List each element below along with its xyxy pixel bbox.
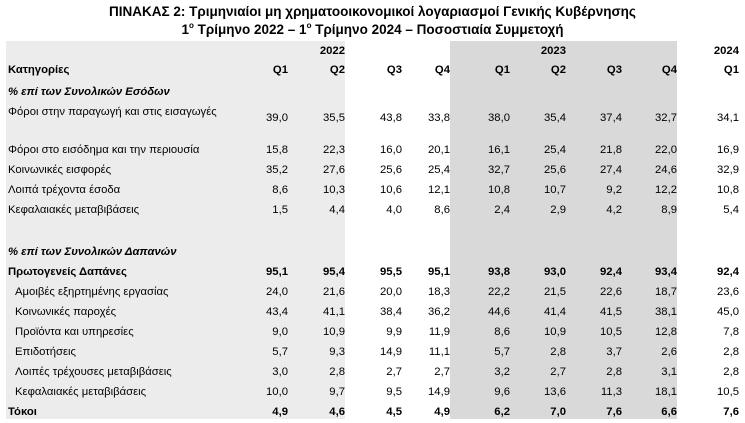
value-cell: 4,9 xyxy=(434,406,450,418)
value-cell: 24,0 xyxy=(266,286,288,298)
value-cell: 11,1 xyxy=(428,346,450,358)
value-cell: 4,4 xyxy=(329,204,345,216)
value-cell: 25,6 xyxy=(380,164,402,176)
value-cell: 34,1 xyxy=(717,112,739,124)
value-cell: 35,4 xyxy=(544,112,566,124)
value-cell: 22,3 xyxy=(323,144,345,156)
value-cell: 7,6 xyxy=(723,406,739,418)
value-cell: 2,8 xyxy=(606,366,622,378)
value-cell: 22,6 xyxy=(600,286,622,298)
value-cell: 18,7 xyxy=(655,286,677,298)
value-cell: 32,9 xyxy=(717,164,739,176)
value-cell: 95,1 xyxy=(266,266,288,278)
value-cell: 93,8 xyxy=(488,266,510,278)
value-cell: 95,5 xyxy=(380,266,402,278)
value-cell: 11,3 xyxy=(600,386,622,398)
value-cell: 9,3 xyxy=(329,346,345,358)
value-cell: 10,8 xyxy=(717,184,739,196)
value-cell: 10,3 xyxy=(323,184,345,196)
value-cell: 25,6 xyxy=(544,164,566,176)
value-cell: 9,0 xyxy=(272,326,288,338)
value-cell: 10,6 xyxy=(380,184,402,196)
interest-row xyxy=(6,403,745,423)
quarter-header: Q1 xyxy=(723,64,739,76)
table-row xyxy=(6,141,745,161)
row-label: Φόροι στην παραγωγή και στις εισαγωγές xyxy=(8,106,217,118)
value-cell: 7,0 xyxy=(550,406,566,418)
row-label: Πρωτογενείς Δαπάνες xyxy=(8,266,127,278)
value-cell: 15,8 xyxy=(266,144,288,156)
value-cell: 9,5 xyxy=(386,386,402,398)
value-cell: 8,6 xyxy=(272,184,288,196)
value-cell: 18,3 xyxy=(428,286,450,298)
value-cell: 10,5 xyxy=(717,386,739,398)
value-cell: 2,9 xyxy=(550,204,566,216)
row-label: Αμοιβές εξηρτημένης εργασίας xyxy=(15,286,169,298)
value-cell: 4,6 xyxy=(329,406,345,418)
value-cell: 22,0 xyxy=(655,144,677,156)
value-cell: 39,0 xyxy=(266,112,288,124)
value-cell: 12,1 xyxy=(428,184,450,196)
spacer-row xyxy=(6,221,745,243)
value-cell: 43,4 xyxy=(266,306,288,318)
value-cell: 6,6 xyxy=(661,406,677,418)
row-label: Κοινωνικές παροχές xyxy=(15,306,117,318)
primary-expenditure-row xyxy=(6,263,745,283)
quarter-header: Q2 xyxy=(329,64,345,76)
value-cell: 2,8 xyxy=(723,346,739,358)
value-cell: 3,0 xyxy=(272,366,288,378)
value-cell: 8,9 xyxy=(661,204,677,216)
value-cell: 10,0 xyxy=(266,386,288,398)
expenditure-section-heading: % επί των Συνολικών Δαπανών xyxy=(8,246,177,258)
value-cell: 2,7 xyxy=(434,366,450,378)
row-label: Επιδοτήσεις xyxy=(15,346,76,358)
value-cell: 10,9 xyxy=(323,326,345,338)
row-label: Κεφαλαιακές μεταβιβάσεις xyxy=(8,204,140,216)
row-label: Κεφαλαιακές μεταβιβάσεις xyxy=(15,386,147,398)
value-cell: 12,8 xyxy=(655,326,677,338)
value-cell: 4,9 xyxy=(272,406,288,418)
value-cell: 4,0 xyxy=(386,204,402,216)
value-cell: 11,9 xyxy=(428,326,450,338)
value-cell: 4,2 xyxy=(606,204,622,216)
value-cell: 10,7 xyxy=(544,184,566,196)
value-cell: 5,7 xyxy=(494,346,510,358)
quarter-header-row xyxy=(6,61,745,83)
value-cell: 16,9 xyxy=(717,144,739,156)
value-cell: 9,7 xyxy=(329,386,345,398)
revenue-section-row xyxy=(6,83,745,103)
value-cell: 14,9 xyxy=(428,386,450,398)
value-cell: 13,6 xyxy=(544,386,566,398)
year-2024: 2024 xyxy=(713,45,739,57)
value-cell: 21,5 xyxy=(544,286,566,298)
table-row xyxy=(6,343,745,363)
value-cell: 95,1 xyxy=(428,266,450,278)
table-row xyxy=(6,363,745,383)
table-row xyxy=(6,383,745,403)
value-cell: 44,6 xyxy=(488,306,510,318)
value-cell: 7,8 xyxy=(723,326,739,338)
value-cell: 2,8 xyxy=(329,366,345,378)
table-row xyxy=(6,201,745,221)
value-cell: 10,5 xyxy=(600,326,622,338)
quarter-header: Q3 xyxy=(386,64,402,76)
row-label: Λοιπές τρέχουσες μεταβιβάσεις xyxy=(15,366,172,378)
value-cell: 5,7 xyxy=(272,346,288,358)
value-cell: 93,0 xyxy=(544,266,566,278)
value-cell: 92,4 xyxy=(717,266,739,278)
value-cell: 43,8 xyxy=(380,112,402,124)
value-cell: 2,8 xyxy=(723,366,739,378)
value-cell: 3,7 xyxy=(606,346,622,358)
table-row xyxy=(6,283,745,303)
year-2023: 2023 xyxy=(540,45,566,57)
value-cell: 9,2 xyxy=(606,184,622,196)
value-cell: 2,7 xyxy=(386,366,402,378)
data-table xyxy=(6,41,745,423)
year-header-row xyxy=(6,41,745,61)
row-label: Τόκοι xyxy=(8,406,37,418)
value-cell: 27,4 xyxy=(600,164,622,176)
value-cell: 21,8 xyxy=(600,144,622,156)
value-cell: 10,8 xyxy=(488,184,510,196)
table-row xyxy=(6,161,745,181)
value-cell: 4,5 xyxy=(386,406,402,418)
value-cell: 33,8 xyxy=(428,112,450,124)
value-cell: 41,5 xyxy=(600,306,622,318)
value-cell: 16,0 xyxy=(380,144,402,156)
value-cell: 25,4 xyxy=(544,144,566,156)
value-cell: 25,4 xyxy=(428,164,450,176)
value-cell: 1,5 xyxy=(272,204,288,216)
value-cell: 2,7 xyxy=(550,366,566,378)
value-cell: 3,2 xyxy=(494,366,510,378)
value-cell: 2,8 xyxy=(550,346,566,358)
value-cell: 12,2 xyxy=(655,184,677,196)
value-cell: 32,7 xyxy=(655,112,677,124)
row-label: Προϊόντα και υπηρεσίες xyxy=(15,326,134,338)
value-cell: 9,9 xyxy=(386,326,402,338)
value-cell: 18,1 xyxy=(655,386,677,398)
value-cell: 32,7 xyxy=(488,164,510,176)
value-cell: 37,4 xyxy=(600,112,622,124)
value-cell: 10,9 xyxy=(544,326,566,338)
value-cell: 36,2 xyxy=(428,306,450,318)
quarter-header: Q4 xyxy=(434,64,450,76)
value-cell: 3,1 xyxy=(661,366,677,378)
row-label: Λοιπά τρέχοντα έσοδα xyxy=(8,184,121,196)
row-label: Κοινωνικές εισφορές xyxy=(8,164,112,176)
value-cell: 41,1 xyxy=(323,306,345,318)
value-cell: 92,4 xyxy=(600,266,622,278)
value-cell: 14,9 xyxy=(380,346,402,358)
value-cell: 35,5 xyxy=(323,112,345,124)
value-cell: 2,4 xyxy=(494,204,510,216)
table-title: ΠΙΝΑΚΑΣ 2: Τριμηνιαίοι μη χρηματοοικονομικοί λογαριασμοί Γενικής Κυβέρνησης xyxy=(109,4,636,19)
table-row xyxy=(6,181,745,201)
value-cell: 27,6 xyxy=(323,164,345,176)
value-cell: 38,0 xyxy=(488,112,510,124)
quarter-header: Q1 xyxy=(494,64,510,76)
value-cell: 20,0 xyxy=(380,286,402,298)
quarter-header: Q4 xyxy=(661,64,677,76)
table-row xyxy=(6,103,745,141)
table-subtitle: $1^o$ Τρίμηνο $2022 - 1^o$ Τρίμηνο 2024 – Ποσοστιαία Συμμετοχή xyxy=(181,20,564,37)
value-cell: 24,6 xyxy=(655,164,677,176)
revenue-section-heading: % επί των Συνολικών Εσόδων xyxy=(8,86,170,98)
value-cell: 5,4 xyxy=(723,204,739,216)
quarter-header: Q3 xyxy=(606,64,622,76)
value-cell: 20,1 xyxy=(428,144,450,156)
value-cell: 2,6 xyxy=(661,346,677,358)
row-label: Φόροι στο εισόδημα και την περιουσία xyxy=(8,144,200,156)
value-cell: 38,1 xyxy=(655,306,677,318)
value-cell: 8,6 xyxy=(494,326,510,338)
categories-header: Κατηγορίες xyxy=(8,64,70,76)
table-row xyxy=(6,323,745,343)
year-2022: 2022 xyxy=(319,45,345,57)
expenditure-section-row xyxy=(6,243,745,263)
value-cell: 35,2 xyxy=(266,164,288,176)
value-cell: 95,4 xyxy=(323,266,345,278)
value-cell: 41,4 xyxy=(544,306,566,318)
value-cell: 23,6 xyxy=(717,286,739,298)
value-cell: 9,6 xyxy=(494,386,510,398)
value-cell: 45,0 xyxy=(717,306,739,318)
spacer-cell xyxy=(6,221,745,243)
table-row xyxy=(6,303,745,323)
value-cell: 6,2 xyxy=(494,406,510,418)
value-cell: 38,4 xyxy=(380,306,402,318)
value-cell: 8,6 xyxy=(434,204,450,216)
value-cell: 16,1 xyxy=(488,144,510,156)
quarter-header: Q2 xyxy=(550,64,566,76)
value-cell: 93,4 xyxy=(655,266,677,278)
value-cell: 7,6 xyxy=(606,406,622,418)
quarter-header: Q1 xyxy=(272,64,288,76)
value-cell: 21,6 xyxy=(323,286,345,298)
value-cell: 22,2 xyxy=(488,286,510,298)
